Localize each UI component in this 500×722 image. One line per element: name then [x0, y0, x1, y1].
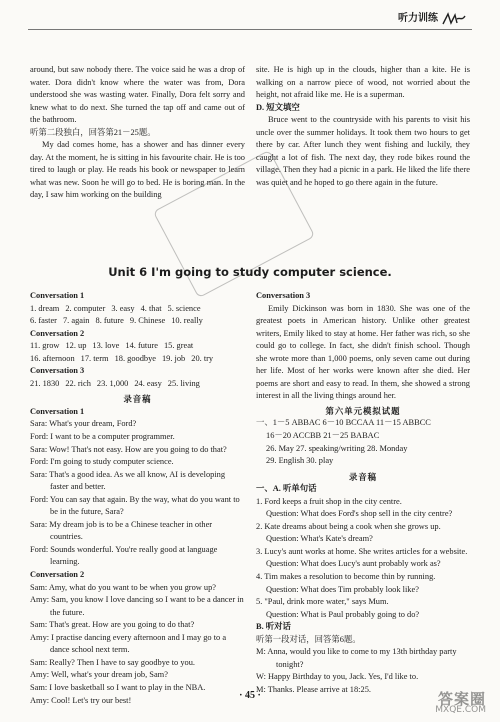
- script-line: Sara: What's your dream, Ford?: [30, 419, 137, 429]
- dad-monologue-end: site. He is high up in the clouds, higher than a kite. He is walking on a narrow piece of wood, not worried about the height, not afraid like me. He is a superman.: [256, 65, 470, 100]
- script-line: Sara: Wow! That's not easy. How are you going to do that?: [30, 444, 227, 454]
- answer-line: [30, 378, 245, 391]
- script-line: Sam: I love basketball so I want to play in the NBA.: [30, 682, 206, 692]
- left-answers-column: [30, 290, 245, 707]
- script-line: Amy: Well, what's your dream job, Sam?: [30, 670, 168, 680]
- script-line: 1. Ford keeps a fruit shop in the city centre.: [256, 496, 402, 506]
- test-answer-line: 一、1－5 ABBAC 6－10 BCCAA 11－15 ABBCC: [256, 418, 431, 428]
- answer-item: 20. try: [191, 353, 214, 363]
- answer-line: [30, 353, 245, 366]
- page-header: [398, 8, 466, 30]
- script-line: Ford: Sounds wonderful. You're really good at language learning.: [30, 544, 218, 567]
- script-label: 录音稿: [123, 394, 152, 405]
- answer-item: 7. again: [62, 316, 90, 326]
- top-right-column: [256, 64, 470, 189]
- answer-item: 25. living: [167, 378, 200, 388]
- answer-item: 23. 1,000: [96, 378, 129, 388]
- answer-line: [30, 315, 245, 328]
- script-heading-conv1: Conversation 1: [30, 406, 85, 416]
- right-answers-column: [256, 290, 470, 697]
- answer-line: [30, 303, 245, 316]
- answer-item: 3. easy: [111, 303, 135, 313]
- section-d-heading: D. 短文填空: [256, 102, 300, 112]
- dialog-line: W: Happy Birthday to you, Jack. Yes, I'd like to.: [256, 672, 419, 682]
- script-line: Sara: My dream job is to be a Chinese teacher in other countries.: [30, 519, 213, 542]
- conv3-passage: Emily Dickinson was born in 1830. She was one of the greatest poets in American history. Unlike other greatest writers, Emily liked to stay at home. Her father was rich, so she could go to college. In fact, she didn't finish school. Though she wrote more than 1,000 poems, only seven came out during her life. Most of her works were known after she died. Her poems are short and easy to read. In them, she showed a strong interest in all the living things around her.: [256, 303, 470, 401]
- script-label: 录音稿: [348, 471, 378, 482]
- dad-monologue: My dad comes home, has a shower and has dinner every day. At the moment, he is sitting in his favourite chair. He is too tired to laugh or play. He reads his book or newspaper to learn what was new. Soon he will go to bed. He is boring man. In the day, I saw him working on the building: [30, 140, 245, 200]
- answer-item: 10. really: [171, 316, 203, 326]
- header-rule: [28, 29, 472, 30]
- answer-item: 21. 1830: [30, 378, 60, 388]
- watermark-line-1: 答案圈: [437, 690, 486, 708]
- script-line: Ford: I'm going to study computer science.: [30, 457, 174, 467]
- conv3-heading: Conversation 3: [256, 291, 311, 300]
- watermark-logo: [435, 690, 486, 716]
- script-line: 4. Tim makes a resolution to become thin by running.: [256, 572, 436, 582]
- answer-item: 17. term: [80, 353, 109, 363]
- test-answer-line: 16－20 ACCBB 21－25 BABAC: [266, 431, 380, 441]
- answer-item: 14. future: [125, 341, 158, 351]
- script-line: Ford: I want to be a computer programmer.: [30, 432, 175, 442]
- answer-item: 13. love: [92, 341, 120, 351]
- script-line: Amy: Sam, you know I love dancing so I want to be a dancer in the future.: [30, 595, 244, 617]
- answer-item: 12. up: [65, 341, 87, 351]
- script-line: 3. Lucy's aunt works at home. She writes articles for a website.: [256, 546, 468, 556]
- answer-item: 19. job: [161, 353, 186, 363]
- script-line: 2. Kate dreams about being a cook when she grows up.: [256, 521, 441, 531]
- answer-line: [30, 340, 245, 353]
- watermark-line-2: MXQE.COM: [435, 705, 486, 715]
- answer-group-1: [30, 290, 245, 328]
- test-title: 第六单元模拟试题: [325, 405, 401, 416]
- answer-item: 24. easy: [134, 378, 162, 388]
- answer-heading: Conversation 3: [30, 366, 85, 376]
- script-question: Question: What does Lucy's aunt probably work as?: [266, 559, 441, 569]
- page-number: · 45 ·: [239, 690, 261, 701]
- script-heading-conv2: Conversation 2: [30, 570, 85, 580]
- bruce-passage: Bruce went to the countryside with his parents to visit his uncle over the summer holidays. It took them two hours to get there by car. After lunch they went fishing and luckily, they caught a lot of fish. The next day, they rode bikes round the village. Then they had a picnic in a park. He liked the life there was quiet and he hoped to go there again in the future.: [256, 115, 470, 187]
- answer-heading: Conversation 1: [30, 291, 85, 300]
- script-line: Amy: I practise dancing every afternoon and I may go to a dance school next term.: [30, 632, 227, 655]
- answer-item: 4. that: [140, 303, 162, 313]
- answer-item: 1. dream: [30, 303, 60, 313]
- script-question: Question: What does Tim probably look like?: [266, 584, 419, 594]
- answer-item: 8. future: [95, 316, 124, 326]
- script-line: Ford: You can say that again. By the way, what do you want to be in the future, Sara?: [30, 494, 240, 517]
- script-question: Question: What's Kate's dream?: [266, 534, 373, 544]
- dialog-line: M: Thanks. Please arrive at 18:25.: [256, 684, 371, 694]
- script-line: 5. "Paul, drink more water," says Mum.: [256, 597, 389, 607]
- answer-group-2: [30, 328, 245, 366]
- answer-item: 18. goodbye: [114, 353, 156, 363]
- answer-item: 6. faster: [30, 316, 57, 326]
- header-title: 听力训练: [398, 12, 438, 24]
- answer-item: 11. grow: [30, 341, 60, 351]
- answer-item: 5. science: [167, 303, 201, 313]
- answer-item: 15. great: [163, 341, 194, 351]
- script-line: Amy: Cool! Let's try our best!: [30, 695, 132, 705]
- answer-item: 22. rich: [65, 378, 91, 388]
- answer-heading: Conversation 2: [30, 328, 85, 338]
- answer-group-3: [30, 365, 245, 390]
- answer-item: 2. computer: [65, 303, 106, 313]
- dora-story-end: around, but saw nobody there. The voice said he was a drop of water. Dora didn't know where the water was from, Dora understood she was wasting water. Finally, Dora felt sorry and knew what to do next. She turned the tap off and came out of the bathroom.: [30, 65, 245, 125]
- script-line: Sara: That's a good idea. As we all know, AI is developing faster and better.: [30, 469, 226, 492]
- part-a-heading: 一、A. 听单句话: [256, 484, 317, 494]
- script-question: Question: What does Ford's shop sell in the city centre?: [266, 509, 453, 519]
- unit-title: Unit 6 I'm going to study computer science.: [108, 265, 392, 279]
- dialog-line: M: Anna, would you like to come to my 13th birthday party tonight?: [256, 647, 457, 669]
- script-line: Sam: That's great. How are you going to do that?: [30, 620, 195, 630]
- part-b-intro: 听第一段对话，回答第6题。: [256, 634, 361, 644]
- script-line: Sam: Really? Then I have to say goodbye to you.: [30, 657, 195, 667]
- script-question: Question: What is Paul probably going to do?: [266, 609, 420, 619]
- section-instruction: 听第二段独白，回答第21－25题。: [30, 127, 156, 137]
- handwriting-logo-icon: [442, 12, 466, 26]
- answer-item: 9. Chinese: [129, 316, 166, 326]
- test-answer-line: 26. May 27. speaking/writing 28. Monday: [266, 443, 408, 453]
- part-b-heading: B. 听对话: [256, 622, 291, 632]
- answer-item: 16. afternoon: [30, 353, 75, 363]
- script-line: Sam: Amy, what do you want to be when you grow up?: [30, 582, 217, 592]
- test-answer-line: 29. English 30. play: [266, 456, 334, 466]
